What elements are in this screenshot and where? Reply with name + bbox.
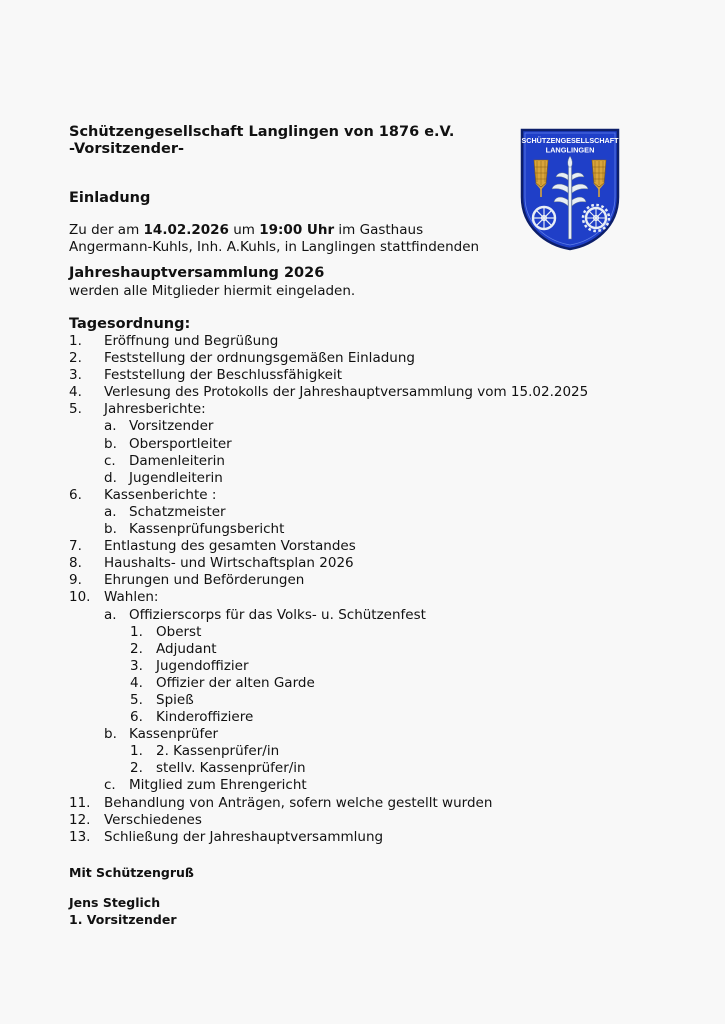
agenda-item-number: 3. xyxy=(130,657,143,674)
agenda-item-text: Offizierscorps für das Volks- u. Schützenfest xyxy=(129,606,426,623)
agenda-item-text: Kinderoffiziere xyxy=(156,709,254,726)
sender-role: -Vorsitzender- xyxy=(69,141,185,157)
agenda-item-text: Vorsitzender xyxy=(129,418,214,435)
agenda-item-text: Kassenprüfungsbericht xyxy=(129,521,285,538)
crest-text-line2: LANGLINGEN xyxy=(545,145,595,155)
agenda-item-number: 12. xyxy=(69,811,91,828)
agenda-item-text: Verschiedenes xyxy=(104,811,202,828)
agenda-item-number: 10. xyxy=(69,589,91,606)
agenda-item-text: Oberst xyxy=(156,623,202,640)
invitation-text-pre: Zu der am xyxy=(69,222,144,238)
agenda-item-number: 2. xyxy=(130,760,143,777)
signature-title: 1. Vorsitzender xyxy=(69,912,177,927)
agenda-item-text: Feststellung der ordnungsgemäßen Einladung xyxy=(104,350,415,367)
agenda-item-number: 11. xyxy=(69,794,91,811)
agenda-item-number: 6. xyxy=(69,486,82,503)
agenda-item-number: 1. xyxy=(130,743,143,760)
agenda-item-number: c. xyxy=(104,452,116,469)
agenda-item-number: 6. xyxy=(130,709,143,726)
crest-text-line1: SCHÜTZENGESELLSCHAFT xyxy=(521,136,619,145)
agenda-item-text: Kassenberichte : xyxy=(104,486,217,503)
agenda-heading: Tagesordnung: xyxy=(69,316,191,332)
invitation-heading: Einladung xyxy=(69,190,151,206)
invitation-line-1 xyxy=(69,222,423,239)
invitation-line-2: Angermann-Kuhls, Inh. A.Kuhls, in Langlingen stattfindenden xyxy=(69,239,480,255)
meeting-title: Jahreshauptversammlung 2026 xyxy=(69,265,325,281)
agenda-item-text: Entlastung des gesamten Vorstandes xyxy=(104,538,356,555)
agenda-item-text: Ehrungen und Beförderungen xyxy=(104,572,305,589)
agenda-item-text: Kassenprüfer xyxy=(129,726,219,743)
agenda-item-text: Mitglied zum Ehrengericht xyxy=(129,777,307,794)
agenda-item-number: b. xyxy=(104,435,117,452)
agenda-item-number: 13. xyxy=(69,828,91,845)
organization-name: Schützengesellschaft Langlingen von 1876 e.V. xyxy=(69,124,455,140)
agenda-item-text: Spieß xyxy=(156,691,194,708)
agenda-item-text: Jahresberichte: xyxy=(104,401,206,418)
agenda-item-text: Jugendleiterin xyxy=(129,469,223,486)
meeting-date: 14.02.2026 xyxy=(143,222,229,238)
agenda-item-text: stellv. Kassenprüfer/in xyxy=(156,760,306,777)
agenda-item-number: a. xyxy=(104,503,117,520)
agenda-item-number: 5. xyxy=(69,401,82,418)
agenda-item-text: Adjudant xyxy=(156,640,217,657)
agenda-item-number: 3. xyxy=(69,367,82,384)
meeting-time: 19:00 Uhr xyxy=(259,222,335,238)
meeting-subtitle: werden alle Mitglieder hiermit eingeladen. xyxy=(69,283,356,299)
agenda-item-text: Schatzmeister xyxy=(129,503,226,520)
invitation-text-post: im Gasthaus xyxy=(334,222,424,238)
agenda-item-text: Haushalts- und Wirtschaftsplan 2026 xyxy=(104,555,354,572)
agenda-item-text: Feststellung der Beschlussfähigkeit xyxy=(104,367,343,384)
invitation-text-mid: um xyxy=(228,222,260,238)
agenda-item-text: Obersportleiter xyxy=(129,435,232,452)
agenda-item-number: 9. xyxy=(69,572,82,589)
agenda-item-number: a. xyxy=(104,606,117,623)
closing-greeting: Mit Schützengruß xyxy=(69,865,194,880)
agenda-item-text: Jugendoffizier xyxy=(156,657,249,674)
agenda-item-text: Schließung der Jahreshauptversammlung xyxy=(104,828,384,845)
agenda-item-text: Offizier der alten Garde xyxy=(156,674,315,691)
agenda-item-number: 2. xyxy=(69,350,82,367)
agenda-item-number: a. xyxy=(104,418,117,435)
agenda-item-number: b. xyxy=(104,521,117,538)
agenda-item-number: c. xyxy=(104,777,116,794)
agenda-item-number: 2. xyxy=(130,640,143,657)
club-crest-logo xyxy=(519,127,621,251)
agenda-item-number: 8. xyxy=(69,555,82,572)
agenda-item-text: Damenleiterin xyxy=(129,452,225,469)
agenda-item-number: 4. xyxy=(130,674,143,691)
agenda-item-text: 2. Kassenprüfer/in xyxy=(156,743,280,760)
agenda-item-text: Behandlung von Anträgen, sofern welche gestellt wurden xyxy=(104,794,493,811)
agenda-item-text: Wahlen: xyxy=(104,589,159,606)
agenda-item-number: 1. xyxy=(130,623,143,640)
agenda-item-number: 1. xyxy=(69,333,82,349)
agenda-item-number: d. xyxy=(104,469,117,486)
agenda-item-number: b. xyxy=(104,726,117,743)
wheel-icon xyxy=(533,207,555,229)
agenda-item-number: 7. xyxy=(69,538,82,555)
agenda-item-number: 5. xyxy=(130,691,143,708)
signature-name: Jens Steglich xyxy=(69,895,161,910)
agenda-item-text: Verlesung des Protokolls der Jahreshauptversammlung vom 15.02.2025 xyxy=(104,384,589,401)
agenda-item-number: 4. xyxy=(69,384,82,401)
agenda-item-text: Eröffnung und Begrüßung xyxy=(104,333,279,349)
